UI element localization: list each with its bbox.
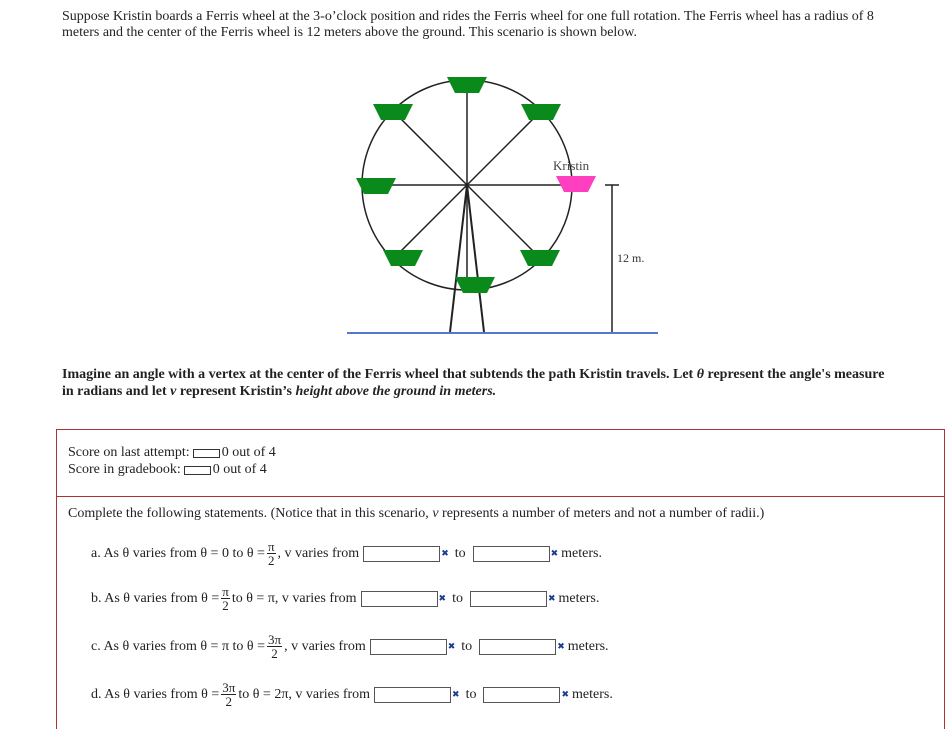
score-gradebook-label: Score in gradebook: [68, 462, 181, 477]
kristin-label: Kristin [553, 158, 590, 173]
instructions-suffix: represents a number of meters and not a number of radii.) [438, 506, 765, 521]
instructions [68, 506, 764, 522]
answer-a-from-incorrect-icon: ✖ [441, 548, 449, 559]
question-panel [56, 429, 945, 729]
statement-c-to: to [461, 638, 473, 654]
statement-b-frac-den: 2 [222, 598, 229, 613]
statement-c-frac-den: 2 [271, 646, 278, 661]
instructions-v: v [432, 506, 439, 521]
answer-d-from-incorrect-icon: ✖ [452, 689, 460, 700]
statement-c-unit: meters. [567, 638, 609, 654]
statement-c [91, 633, 609, 660]
answer-b-from[interactable] [361, 591, 438, 607]
statement-d-frac-num: 3π [222, 680, 236, 695]
gondola-top-left [373, 104, 413, 120]
score-last-bar [193, 449, 220, 458]
gondola-bottom-left [383, 250, 423, 266]
gondola-bottom [455, 277, 495, 293]
angle-description [62, 366, 946, 400]
statement-c-frac-num: 3π [268, 632, 282, 647]
answer-d-to-incorrect-icon: ✖ [561, 689, 570, 700]
gondola-top [447, 77, 487, 93]
gondola-bottom-right [520, 250, 560, 266]
score-last-label: Score on last attempt: [68, 445, 190, 460]
statement-d-fraction [221, 681, 236, 708]
imagine-emphasis: height above the ground in meters. [295, 384, 497, 399]
statement-a [91, 540, 602, 567]
score-box [57, 430, 944, 497]
answer-c-from-incorrect-icon: ✖ [447, 641, 456, 652]
statement-b-unit: meters. [558, 590, 600, 606]
statement-b [91, 585, 599, 612]
gondola-top-right [521, 104, 561, 120]
imagine-mid: represent the angle's measure [704, 367, 885, 382]
answer-b-to-incorrect-icon: ✖ [547, 593, 556, 604]
answer-d-from[interactable] [374, 687, 451, 703]
statement-d-tail: to θ = 2π, v varies from [238, 686, 371, 702]
statement-b-frac-num: π [222, 584, 229, 599]
statement-d [91, 681, 613, 708]
statement-c-label: c. As θ varies from θ = π to θ = [91, 638, 266, 654]
score-last-value: 0 out of 4 [221, 445, 276, 460]
statement-d-to: to [465, 686, 477, 702]
score-gradebook [68, 462, 267, 478]
ferris-wheel-figure [340, 70, 660, 340]
statement-d-label: d. As θ varies from θ = [91, 686, 220, 702]
imagine-line2-prefix: in radians and let [62, 384, 167, 399]
answer-a-to[interactable] [473, 546, 550, 562]
answer-c-from[interactable] [370, 639, 447, 655]
intro-line-1: Suppose Kristin boards a Ferris wheel at the 3-o’clock position and rides the Ferris wheel for one full rotation. The Ferris wheel has a radius of 8 [62, 9, 874, 24]
kristin-gondola [556, 176, 596, 192]
statement-a-frac-num: π [267, 539, 275, 554]
statement-a-unit: meters. [561, 545, 602, 561]
statement-b-tail: to θ = π, v varies from [231, 590, 357, 606]
answer-d-to[interactable] [483, 687, 560, 703]
statement-d-frac-den: 2 [225, 694, 233, 709]
statement-b-fraction [221, 585, 230, 612]
problem-intro [62, 9, 942, 41]
score-gradebook-bar [184, 466, 211, 475]
statement-c-tail: , v varies from [284, 638, 366, 654]
imagine-prefix: Imagine an angle with a vertex at the center of the Ferris wheel that subtends the path Kristin travels. Let [62, 367, 694, 382]
imagine-line2-mid: represent Kristin’s [176, 384, 292, 399]
answer-b-from-incorrect-icon: ✖ [438, 593, 447, 604]
score-last-attempt [68, 445, 276, 461]
statement-a-to: to [454, 545, 466, 561]
intro-line-2: meters and the center of the Ferris wheel is 12 meters above the ground. This scenario is shown below. [62, 25, 638, 40]
answer-b-to[interactable] [470, 591, 547, 607]
instructions-prefix: Complete the following statements. (Notice that in this scenario, [68, 506, 429, 521]
statement-b-label: b. As θ varies from θ = [91, 590, 220, 606]
answer-a-to-incorrect-icon: ✖ [550, 548, 559, 559]
answer-a-from[interactable] [363, 546, 440, 562]
statement-a-fraction [267, 540, 276, 567]
statement-b-to: to [452, 590, 463, 606]
answer-c-to[interactable] [479, 639, 556, 655]
height-label: 12 m. [617, 251, 645, 265]
answer-c-to-incorrect-icon: ✖ [557, 641, 565, 652]
score-gradebook-value: 0 out of 4 [212, 462, 267, 477]
imagine-v: v [170, 384, 177, 399]
statement-a-tail: , v varies from [277, 545, 360, 561]
statement-d-unit: meters. [572, 686, 613, 702]
statement-c-fraction [267, 633, 282, 660]
imagine-theta: θ [696, 367, 704, 382]
statement-a-label: a. As θ varies from θ = 0 to θ = [91, 545, 265, 561]
statement-a-frac-den: 2 [267, 553, 275, 568]
